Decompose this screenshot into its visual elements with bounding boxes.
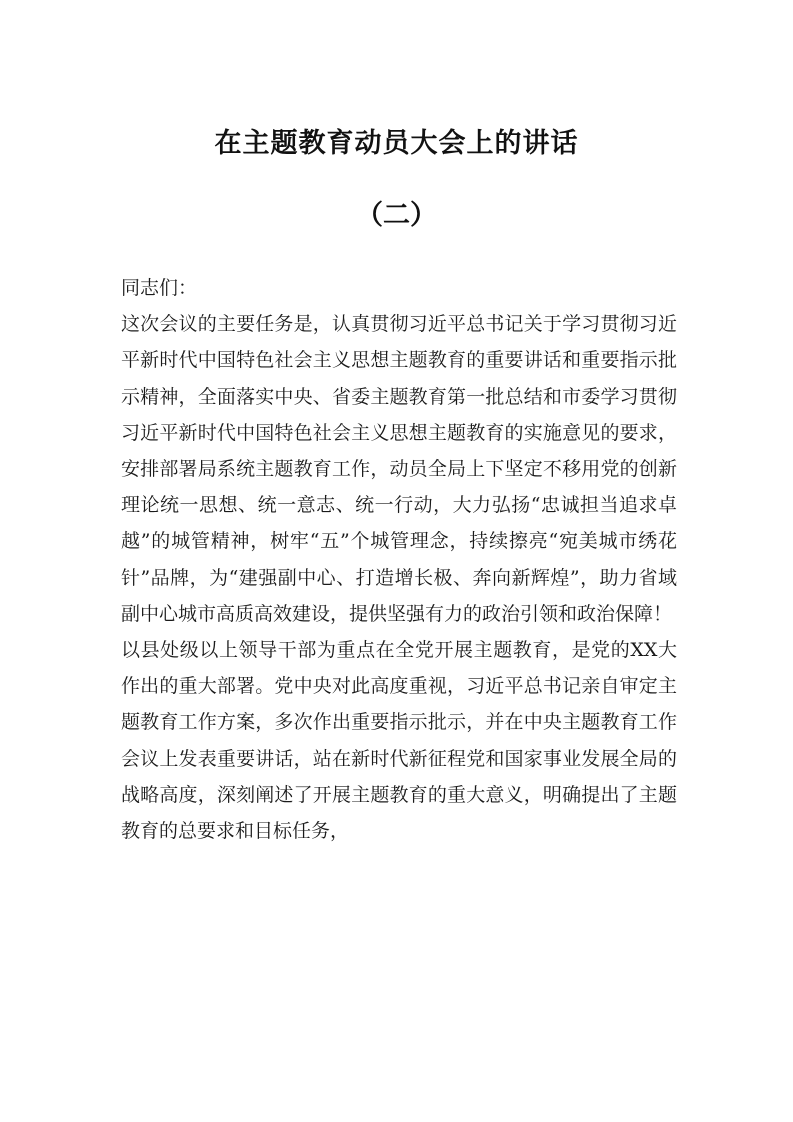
document-body	[121, 270, 677, 849]
document-subtitle: （二）	[356, 200, 437, 231]
paragraph: 这次会议的主要任务是，认真贯彻习近平总书记关于学习贯彻习近平新时代中国特色社会主义思想主题教育的重要讲话和重要指示批示精神，全面落实中央、省委主题教育第一批总结和市委学习贯彻习近平新时代中国特色社会主义思想主题教育的实施意见的要求，安排部署局系统主题教育工作，动员全局上下坚定不移用党的创新理论统一思想、统一意志、统一行动，大力弘扬“忠诚担当追求卓越”的城管精神，树牢“五”个城管理念，持续擦亮“宛美城市绣花针”品牌，为“建强副中心、打造增长极、奔向新辉煌”，助力省域副中心城市高质高效建设，提供坚强有力的政治引领和政治保障！	[121, 313, 677, 625]
salutation: 同志们：	[121, 277, 198, 299]
document-title: 在主题教育动员大会上的讲话	[214, 128, 579, 159]
paragraph: 以县处级以上领导干部为重点在全党开展主题教育，是党的XX大作出的重大部署。党中央对此高度重视，习近平总书记亲自审定主题教育工作方案，多次作出重要指示批示，并在中央主题教育工作会议上发表重要讲话，站在新时代新征程党和国家事业发展全局的战略高度，深刻阐述了开展主题教育的重大意义，明确提出了主题教育的总要求和目标任务，	[121, 639, 677, 843]
